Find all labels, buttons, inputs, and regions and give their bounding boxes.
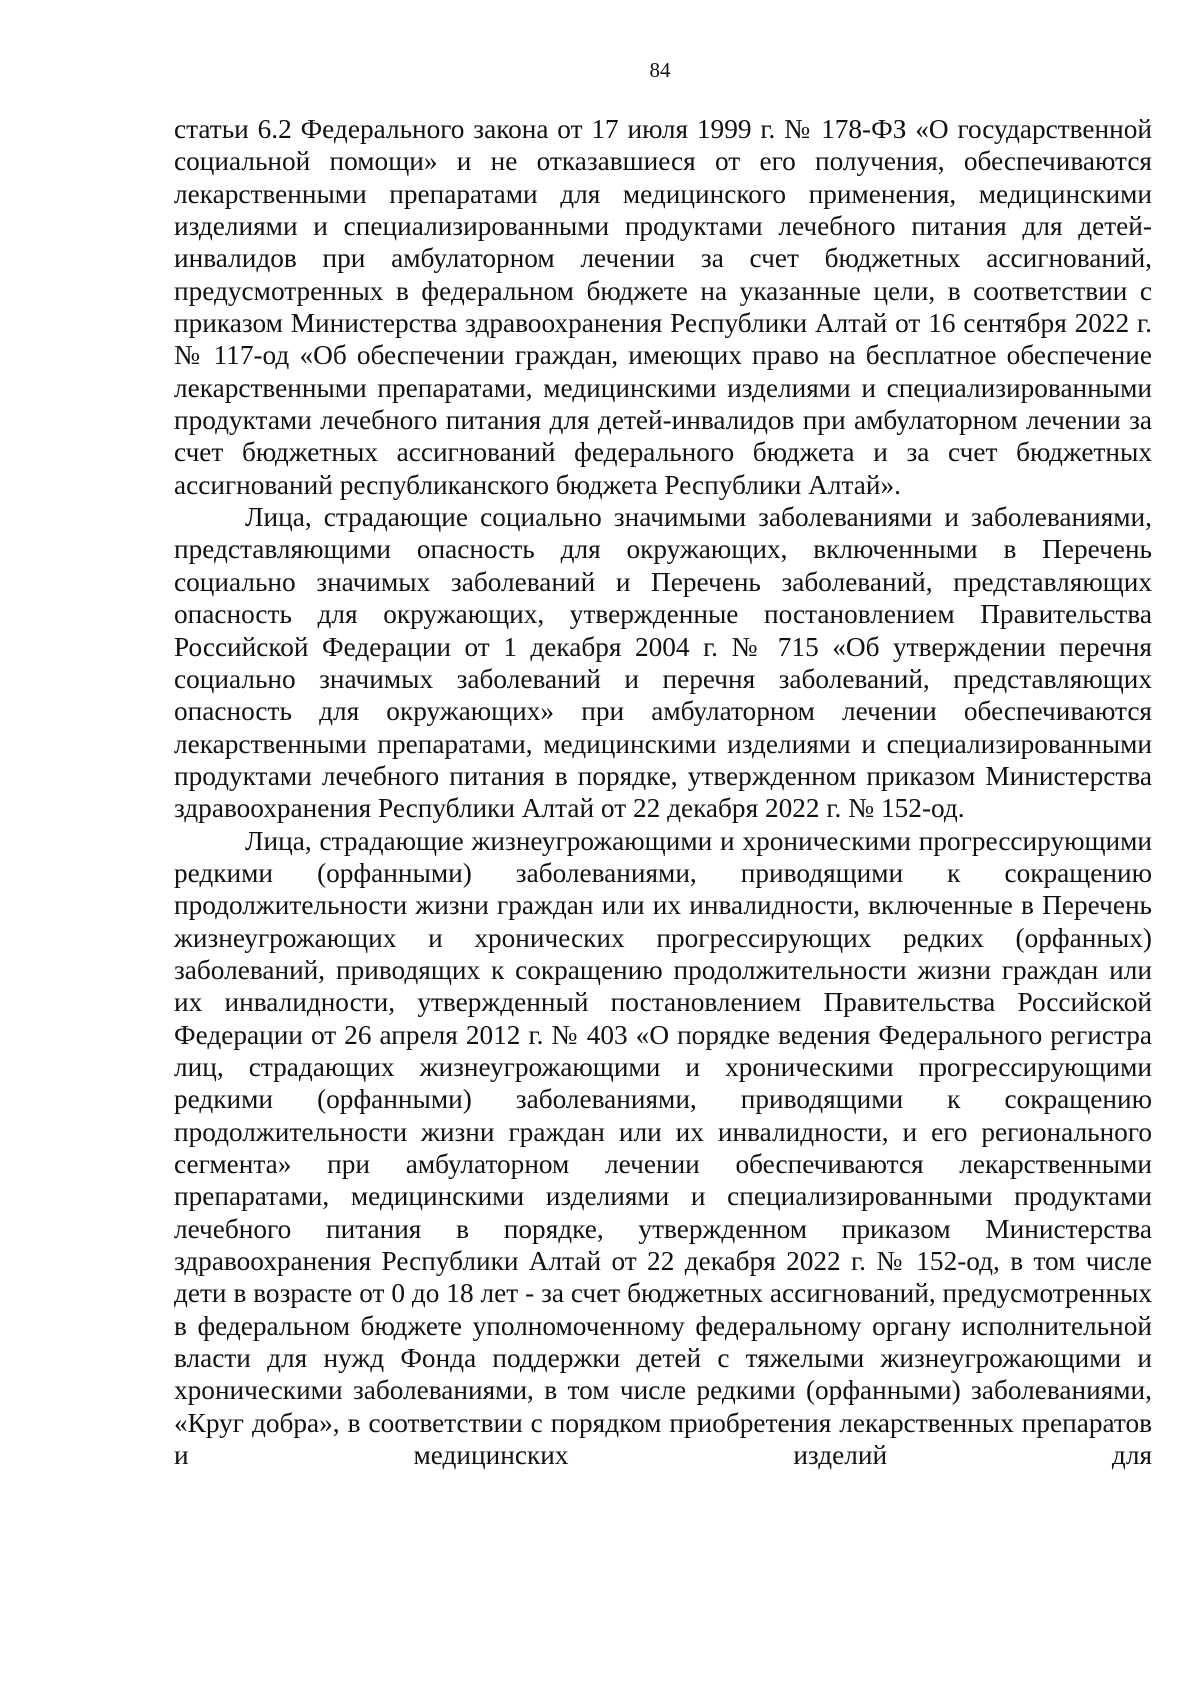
page-number: 84 bbox=[649, 58, 671, 82]
paragraph-3: Лица, страдающие жизнеугрожающими и хроническими прогрессирующими редкими (орфанными) заболеваниями, приводящими к сокращению продолжительности жизни граждан или их инвалидности, включенные в Перечень жизнеугрожающих и хронических прогрессирующих редких (орфанных) заболеваний, приводящих к сокращению продолжительности жизни граждан или их инвалидности, утвержденный постановлением Правительства Российской Федерации от 26 апреля 2012 г. № 403 «О порядке ведения Федерального регистра лиц, страдающих жизнеугрожающими и хроническими прогрессирующими редкими (орфанными) заболеваниями, приводящими к сокращению продолжительности жизни граждан или их инвалидности, и его регионального сегмента» при амбулаторном лечении обеспечиваются лекарственными препаратами, медицинскими изделиями и специализированными продуктами лечебного питания в порядке, утвержденном приказом Министерства здравоохранения Республики Алтай от 22 декабря 2022 г. № 152-од, в том числе дети в возрасте от 0 до 18 лет - за счет бюджетных ассигнований, предусмотренных в федеральном бюджете уполномоченному федеральному органу исполнительной власти для нужд Фонда поддержки детей с тяжелыми жизнеугрожающими и хроническими заболеваниями, в том числе редкими (орфанными) заболеваниями, «Круг добра», в соответствии с порядком приобретения лекарственных препаратов и медицинских изделий для bbox=[174, 825, 1152, 1471]
document-body bbox=[174, 113, 1152, 1471]
paragraph-1: статьи 6.2 Федерального закона от 17 июля 1999 г. № 178-ФЗ «О государственной социальной помощи» и не отказавшиеся от его получения, обеспечиваются лекарственными препаратами для медицинского применения, медицинскими изделиями и специализированными продуктами лечебного питания для детей-инвалидов при амбулаторном лечении за счет бюджетных ассигнований, предусмотренных в федеральном бюджете на указанные цели, в соответствии с приказом Министерства здравоохранения Республики Алтай от 16 сентября 2022 г. № 117-од «Об обеспечении граждан, имеющих право на бесплатное обеспечение лекарственными препаратами, медицинскими изделиями и специализированными продуктами лечебного питания для детей-инвалидов при амбулаторном лечении за счет бюджетных ассигнований федерального бюджета и за счет бюджетных ассигнований республиканского бюджета Республики Алтай». bbox=[174, 114, 1152, 500]
paragraph-2: Лица, страдающие социально значимыми заболеваниями и заболеваниями, представляющими опасность для окружающих, включенными в Перечень социально значимых заболеваний и Перечень заболеваний, представляющих опасность для окружающих, утвержденные постановлением Правительства Российской Федерации от 1 декабря 2004 г. № 715 «Об утверждении перечня социально значимых заболеваний и перечня заболеваний, представляющих опасность для окружающих» при амбулаторном лечении обеспечиваются лекарственными препаратами, медицинскими изделиями и специализированными продуктами лечебного питания в порядке, утвержденном приказом Министерства здравоохранения Республики Алтай от 22 декабря 2022 г. № 152-од. bbox=[174, 502, 1152, 824]
